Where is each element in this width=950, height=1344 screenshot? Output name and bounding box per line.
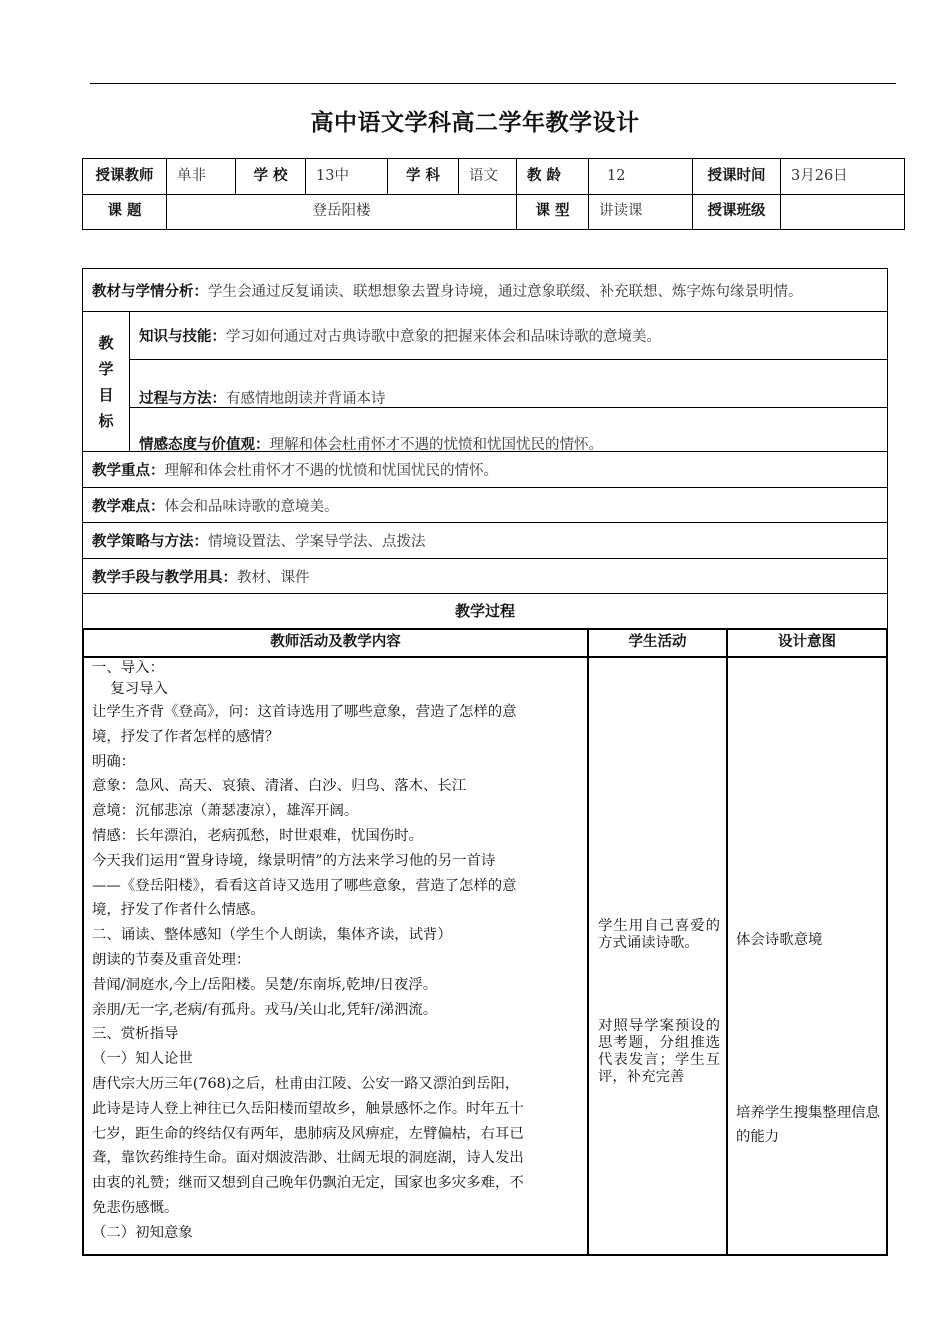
content-line: 唐代宗大历三年(768)之后，杜甫由江陵、公安一路又漂泊到岳阳， xyxy=(92,1075,520,1092)
school-value: 13中 xyxy=(316,167,349,184)
design-intent-2: 培养学生搜集整理信息的能力 xyxy=(736,1105,880,1145)
content-line: 境，抒发了作者怎样的感情？ xyxy=(92,728,280,745)
topic-label: 课 题 xyxy=(107,203,142,220)
tools-row xyxy=(92,559,310,593)
class-value xyxy=(781,195,904,229)
knowledge-text: 学习如何通过对古典诗歌中意象的把握来体会和品味诗歌的意境美。 xyxy=(226,329,661,345)
content-line: 聋，靠饮药维持生命。面对烟波浩渺、壮阔无垠的洞庭湖，诗人发出 xyxy=(92,1150,524,1167)
strategy-row xyxy=(92,523,426,558)
page-title: 高中语文学科高二学年教学设计 xyxy=(310,110,640,136)
analysis-label: 教材与学情分析： xyxy=(92,283,208,300)
content-line: 朗读的节奏及重音处理： xyxy=(92,951,251,968)
content-line: 三、赏析指导 xyxy=(92,1026,179,1043)
tools-text: 教材、课件 xyxy=(237,569,310,586)
content-line: ——《登岳阳楼》，看看这首诗又选用了哪些意象，营造了怎样的意 xyxy=(92,877,517,894)
strategy-text: 情境设置法、学案导学法、点拨法 xyxy=(208,534,426,550)
class-label: 授课班级 xyxy=(707,203,766,220)
content-line: 让学生齐背《登高》，问：这首诗选用了哪些意象，营造了怎样的意 xyxy=(92,704,517,720)
key-point-row xyxy=(92,452,498,487)
student-activity-2: 对照导学案预设的思考题，分组推选代表发言；学生互评，补充完善 xyxy=(598,1018,720,1085)
time-value: 3月26日 xyxy=(791,167,848,184)
strategy-label: 教学策略与方法： xyxy=(92,534,208,550)
content-line: 复习导入 xyxy=(92,681,168,697)
header-student: 学生活动 xyxy=(628,634,687,651)
subject-label: 学 科 xyxy=(405,167,441,184)
age-value: 12 xyxy=(607,167,626,184)
goals-label: 教 学 目 标 xyxy=(98,333,114,430)
content-line: 由衷的礼赞；继而又想到自己晚年仍飘泊无定，国家也多灾多难，不 xyxy=(92,1175,524,1192)
school-label: 学 校 xyxy=(253,167,288,184)
content-line: 昔闻/洞庭水,今上/岳阳楼。吴楚/东南坼,乾坤/日夜浮。 xyxy=(92,976,438,993)
time-label: 授课时间 xyxy=(707,167,766,184)
age-label: 教 龄 xyxy=(527,167,562,184)
topic-value: 登岳阳楼 xyxy=(312,203,371,220)
student-activity-1: 学生用自己喜爱的方式诵读诗歌。 xyxy=(598,918,720,951)
teacher-content xyxy=(92,658,586,1246)
difficulty-text: 体会和品味诗歌的意境美。 xyxy=(164,498,339,515)
key-point-text: 理解和体会杜甫怀才不遇的忧愤和忧国忧民的情怀。 xyxy=(164,463,498,479)
analysis-text: 学生会通过反复诵读、联想想象去置身诗境，通过意象联缀、补充联想、炼字炼句缘景明情。 xyxy=(208,283,803,300)
difficulty-row xyxy=(92,488,339,522)
teacher-label: 授课教师 xyxy=(95,167,154,184)
content-line: 明确： xyxy=(92,753,136,770)
content-line: 今天我们运用“置身诗境，缘景明情”的方法来学习他的另一首诗 xyxy=(92,852,496,869)
design-intent-1: 体会诗歌意境 xyxy=(736,932,823,948)
type-value: 讲读课 xyxy=(599,203,643,220)
content-line: 亲朋/无一字,老病/有孤舟。戎马/关山北,凭轩/涕泗流。 xyxy=(92,1001,438,1018)
header-rule xyxy=(90,83,896,84)
content-line: 七岁，距生命的终结仅有两年，患肺病及风痹症，左臂偏枯，右耳已 xyxy=(92,1125,524,1142)
analysis-row xyxy=(92,269,803,311)
difficulty-label: 教学难点： xyxy=(92,498,165,515)
key-point-label: 教学重点： xyxy=(92,463,165,479)
content-line: 二、诵读、整体感知（学生个人朗读，集体齐读，试背） xyxy=(92,927,452,944)
subject-value: 语文 xyxy=(469,167,498,184)
process-text: 有感情地朗读并背诵本诗 xyxy=(226,391,386,407)
content-line: 意象：急风、高天、哀猿、清渚、白沙、归鸟、落木、长江 xyxy=(92,778,467,795)
content-line: 境，抒发了作者什么情感。 xyxy=(92,902,265,919)
content-line: 情感：长年漂泊，老病孤愁，时世艰难，忧国伤时。 xyxy=(92,827,423,844)
teacher-value: 单非 xyxy=(177,167,206,184)
goal-knowledge xyxy=(139,312,661,359)
content-line: （二）初知意象 xyxy=(92,1224,193,1241)
header-teacher: 教师活动及教学内容 xyxy=(270,634,401,651)
tools-label: 教学手段与教学用具： xyxy=(92,569,237,586)
content-line: 意境：沉郁悲凉（萧瑟凄凉），雄浑开阔。 xyxy=(92,803,359,820)
emotion-label: 情感态度与价值观： xyxy=(139,437,270,453)
content-line: 一、导入： xyxy=(92,660,164,676)
emotion-text: 理解和体会杜甫怀才不遇的忧愤和忧国忧民的情怀。 xyxy=(269,437,603,453)
process-label: 过程与方法： xyxy=(139,391,226,407)
type-label: 课 型 xyxy=(535,203,570,220)
process-title: 教学过程 xyxy=(454,602,515,620)
content-line: （一）知人论世 xyxy=(92,1051,193,1068)
content-line: 免悲伤感慨。 xyxy=(92,1199,179,1216)
knowledge-label: 知识与技能： xyxy=(139,329,226,345)
content-line: 此诗是诗人登上神往已久岳阳楼而望故乡，触景感怀之作。时年五十 xyxy=(92,1100,524,1117)
header-intent: 设计意图 xyxy=(778,634,836,651)
